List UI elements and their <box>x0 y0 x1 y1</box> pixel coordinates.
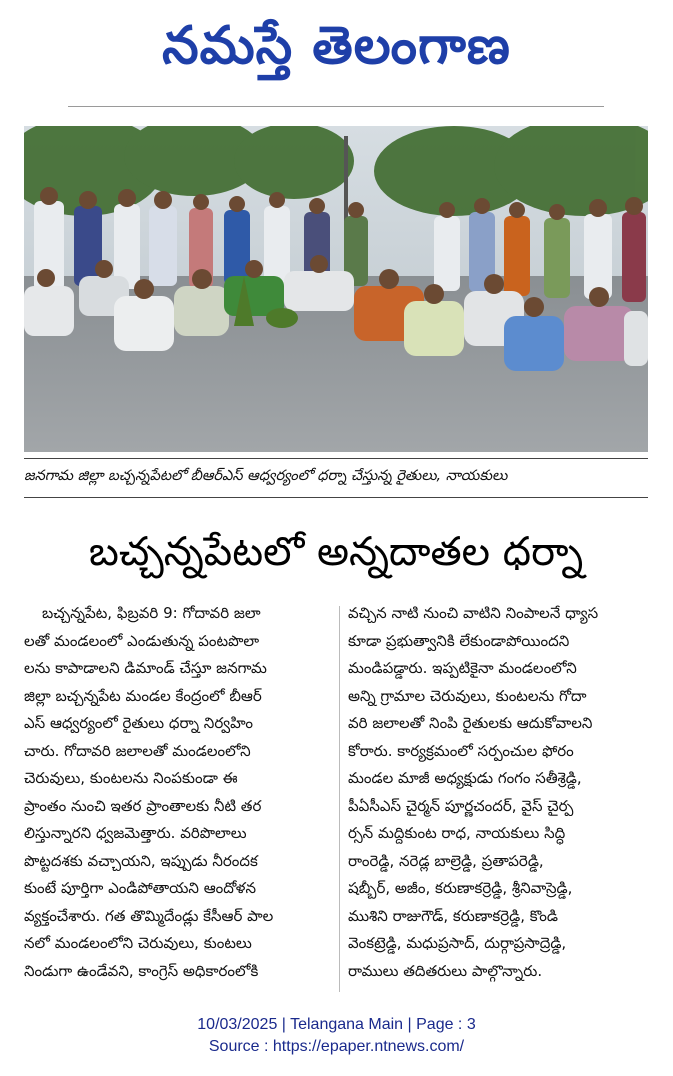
article-line: వరి జలాలతో నింపి రైతులకు ఆదుకోవాలని <box>348 714 593 732</box>
article-line: వ్యక్తంచేశారు. గత తొమ్మిదేండ్లు కేసీఆర్ పాల <box>24 906 274 925</box>
footer-date-page: 10/03/2025 | Telangana Main | Page : 3 <box>197 1016 476 1033</box>
article-line: షబ్బీర్, అజీం, కరుణాకర్రెడ్డి, శ్రీనివాస్రెడ్డి, <box>348 879 573 897</box>
photo-caption: జనగామ జిల్లా బచ్చన్నపేటలో బీఆర్ఎస్ ఆధ్వర్యంలో ధర్నా చేస్తున్న రైతులు, నాయకులు <box>24 468 508 484</box>
article-column-left <box>24 600 330 996</box>
article-line: చారు. గోదావరి జలాలతో మండలంలోని <box>24 741 251 760</box>
article-line: ర్సన్ మద్దికుంట రాధ, నాయకులు సిద్ధి <box>348 824 566 842</box>
article-line: వచ్చిన నాటి నుంచి వాటిని నింపాలనే ధ్యాస <box>348 604 599 622</box>
article-line: వెంకట్రెడ్డి, మధుప్రసాద్, దుర్గాప్రసాద్రెడ్డి, <box>348 934 567 952</box>
article-line: ప్రాంతం నుంచి ఇతర ప్రాంతాలకు నీటి తర <box>24 796 262 815</box>
article-line: పీఏసీఎస్ చైర్మన్ పూర్ణచందర్, వైస్ చైర్ప <box>348 796 574 815</box>
article-line: ఎస్ ఆధ్వర్యంలో రైతులు ధర్నా నిర్వహిం <box>24 714 254 732</box>
article-line: మండిపడ్డారు. ఇప్పటికైనా మండలంలోని <box>348 659 577 677</box>
article-line: అన్ని గ్రామాల చెరువులు, కుంటలను గోదా <box>348 686 587 705</box>
masthead-divider <box>68 106 604 107</box>
article-line: మండల మాజీ అధ్యక్షుడు గంగం సతీశ్రెడ్డి, <box>348 769 582 787</box>
footer-source-link[interactable]: Source : https://epaper.ntnews.com/ <box>208 1038 465 1055</box>
article-line: లిస్తున్నారని ధ్వజమెత్తారు. వరిపొలాలు <box>24 824 247 842</box>
article-headline: బచ్చన్నపేటలో అన్నదాతల ధర్నా <box>88 529 584 575</box>
article-line: ముశిని రాజుగౌడ్, కరుణాకర్రెడ్డి, కొండి <box>348 906 558 925</box>
masthead-title: నమస్తే తెలంగాణ <box>162 16 511 76</box>
photo-bottom-rule <box>24 458 648 459</box>
article-line: చెరువులు, కుంటలను నింపకుండా ఈ <box>24 769 238 787</box>
article-line: నలో మండలంలోని చెరువులు, కుంటలు <box>24 934 252 952</box>
photo-illustration <box>24 126 648 452</box>
article-line: రాములు తదితరులు పాల్గొన్నారు. <box>348 961 543 980</box>
article-line: నిండుగా ఉండేవని, కాంగ్రెస్ అధికారంలోకి <box>24 961 259 980</box>
caption-bottom-rule <box>24 497 648 498</box>
article-line: కుంటే పూర్తిగా ఎండిపోతాయని ఆందోళన <box>24 879 256 897</box>
article-line: కూడా ప్రభుత్వానికి లేకుండాపోయిందని <box>348 631 570 650</box>
article-line: బచ్చన్నపేట, ఫిబ్రవరి 9: గోదావరి జలా <box>42 604 261 622</box>
article-line: పొట్టదశకు వచ్చాయని, ఇప్పుడు నీరందక <box>24 851 258 870</box>
article-line: జిల్లా బచ్చన్నపేట మండల కేంద్రంలో బీఆర్ <box>24 686 262 705</box>
column-divider <box>339 606 340 992</box>
article-line: రాంరెడ్డి, నరెడ్ల బాల్రెడ్డి, ప్రతాపరెడ్డి, <box>348 851 544 870</box>
article-column-right <box>348 600 648 996</box>
article-line: లతో మండలంలో ఎండుతున్న పంటపొలా <box>24 631 260 650</box>
article-line: లను కాపాడాలని డిమాండ్ చేస్తూ జనగామ <box>24 659 267 677</box>
protest-photo <box>24 126 648 452</box>
article-line: కోరారు. కార్యక్రమంలో సర్పంచుల ఫోరం <box>348 741 574 760</box>
